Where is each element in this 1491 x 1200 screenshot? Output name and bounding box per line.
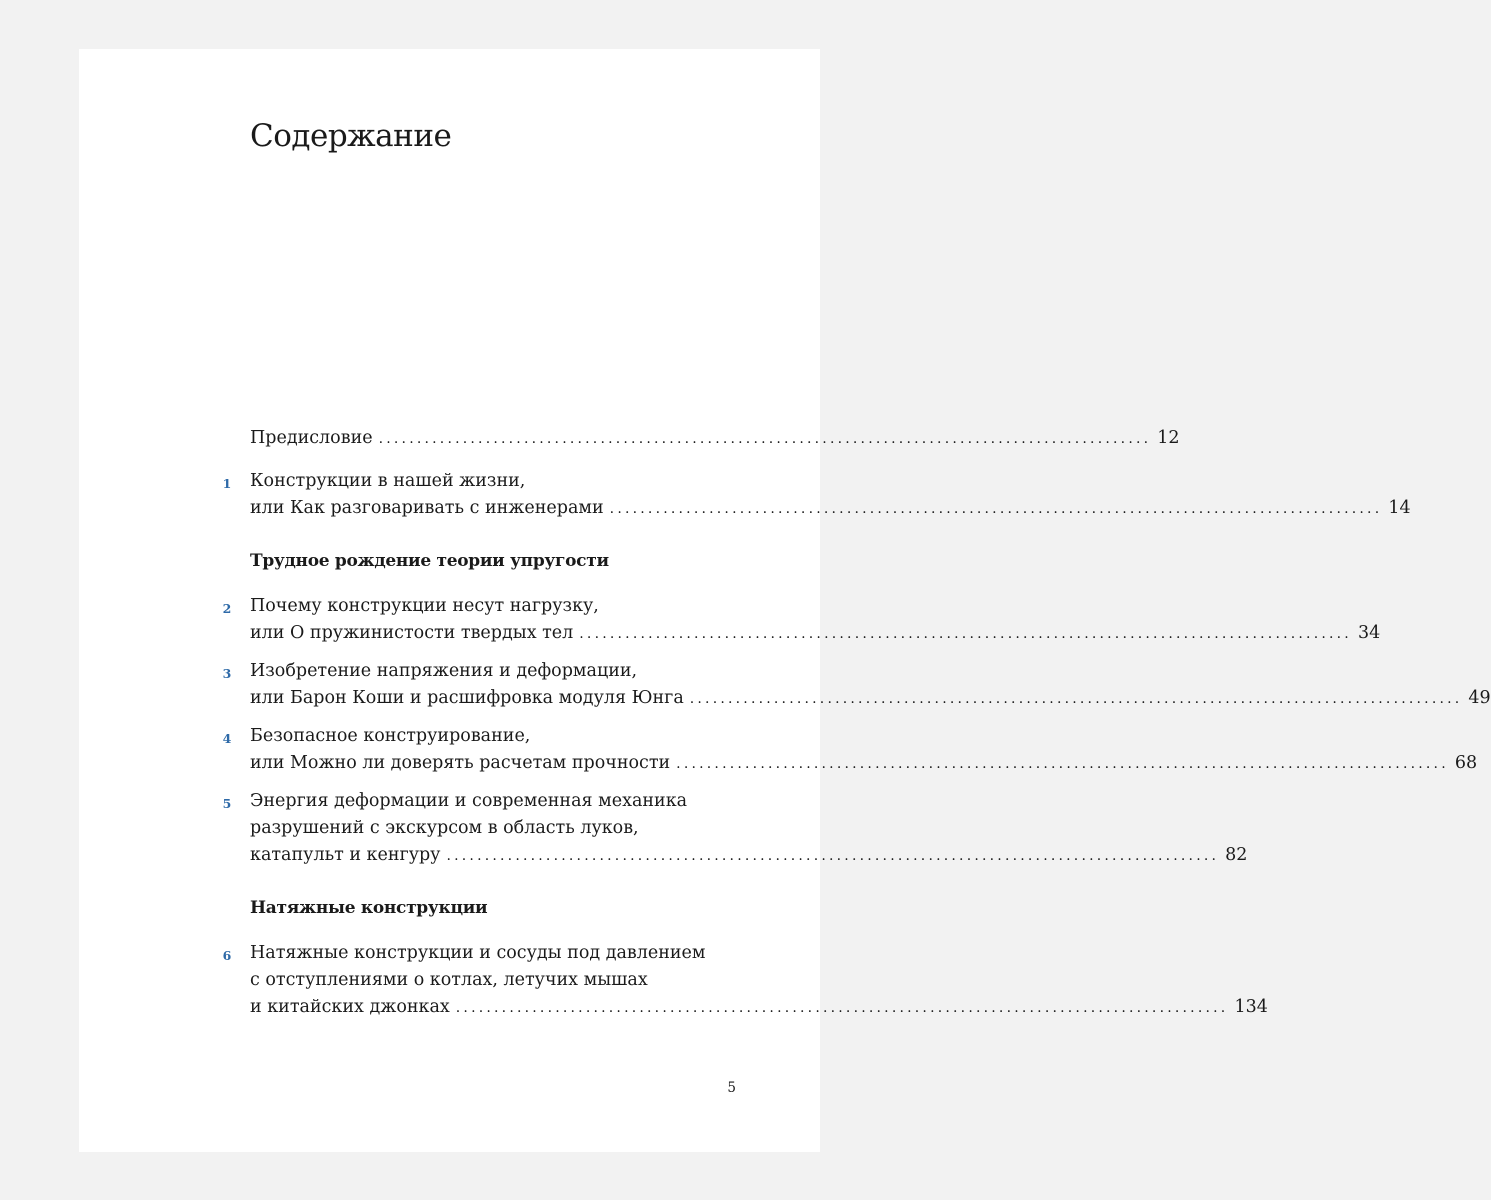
- entry-title-line: или Можно ли доверять расчетам прочности: [250, 753, 671, 773]
- toc-entry-line: [250, 495, 1411, 523]
- entry-title-line: и китайских джонках: [250, 997, 450, 1017]
- chapter-number: 3: [222, 666, 232, 681]
- dot-leader: .....................................................................................................: [378, 431, 1152, 447]
- toc-entry-line: [250, 425, 1180, 453]
- entry-title-line: или Барон Коши и расшифровка модуля Юнга: [250, 688, 684, 708]
- chapter-number: 2: [222, 601, 232, 616]
- page-number: 68: [1454, 753, 1478, 773]
- entry-title-line: или Как разговаривать с инженерами: [250, 498, 604, 518]
- toc-entry-line: [250, 994, 1268, 1022]
- entry-title-line: или О пружинистости твердых тел: [250, 623, 574, 643]
- entry-title-line: разрушений с экскурсом в область луков,: [250, 818, 639, 838]
- toc-entry-chapter-5: [222, 788, 1248, 870]
- dot-leader: .....................................................................................................: [455, 1000, 1229, 1016]
- toc-entry-chapter-3: [222, 658, 1491, 713]
- part-heading: Натяжные конструкции: [250, 898, 488, 918]
- entry-title-line: Изобретение напряжения и деформации,: [250, 661, 638, 681]
- toc-entry-line: [250, 685, 1491, 713]
- part-heading: Трудное рождение теории упругости: [250, 551, 609, 571]
- toc-entry-chapter-2: [222, 593, 1381, 648]
- entry-title: Предисловие: [250, 428, 373, 448]
- toc-entry-preface: [250, 425, 1180, 453]
- toc-entry-line: [250, 842, 1248, 870]
- chapter-number: 6: [222, 948, 232, 963]
- dot-leader: .....................................................................................................: [609, 501, 1383, 517]
- page-title: Содержание: [250, 118, 452, 154]
- page-number: 82: [1225, 845, 1248, 865]
- page-number: 34: [1357, 623, 1381, 643]
- toc-entry-line: [250, 620, 1381, 648]
- page-folio: 5: [727, 1080, 736, 1096]
- toc-entry-chapter-6: [222, 940, 1268, 1022]
- toc-entry-chapter-4: [222, 723, 1478, 778]
- chapter-number: 1: [222, 476, 232, 491]
- page-number: 49: [1468, 688, 1491, 708]
- entry-title-line: Натяжные конструкции и сосуды под давлением: [250, 943, 706, 963]
- page-number: 12: [1157, 428, 1180, 448]
- entry-title-line: с отступлениями о котлах, летучих мышах: [250, 970, 648, 990]
- page-number: 14: [1388, 498, 1411, 518]
- entry-title-line: Конструкции в нашей жизни,: [250, 471, 526, 491]
- entry-title-line: катапульт и кенгуру: [250, 845, 441, 865]
- dot-leader: .....................................................................................................: [676, 756, 1449, 772]
- entry-title-line: Почему конструкции несут нагрузку,: [250, 596, 599, 616]
- dot-leader: .....................................................................................................: [689, 691, 1463, 707]
- entry-title-line: Безопасное конструирование,: [250, 726, 531, 746]
- dot-leader: .....................................................................................................: [446, 848, 1220, 864]
- toc-entry-line: [250, 750, 1478, 778]
- dot-leader: .....................................................................................................: [579, 626, 1352, 642]
- chapter-number: 5: [222, 796, 232, 811]
- toc-entry-chapter-1: [222, 468, 1411, 523]
- page-number: 134: [1234, 997, 1268, 1017]
- entry-title-line: Энергия деформации и современная механика: [250, 791, 688, 811]
- chapter-number: 4: [222, 731, 232, 746]
